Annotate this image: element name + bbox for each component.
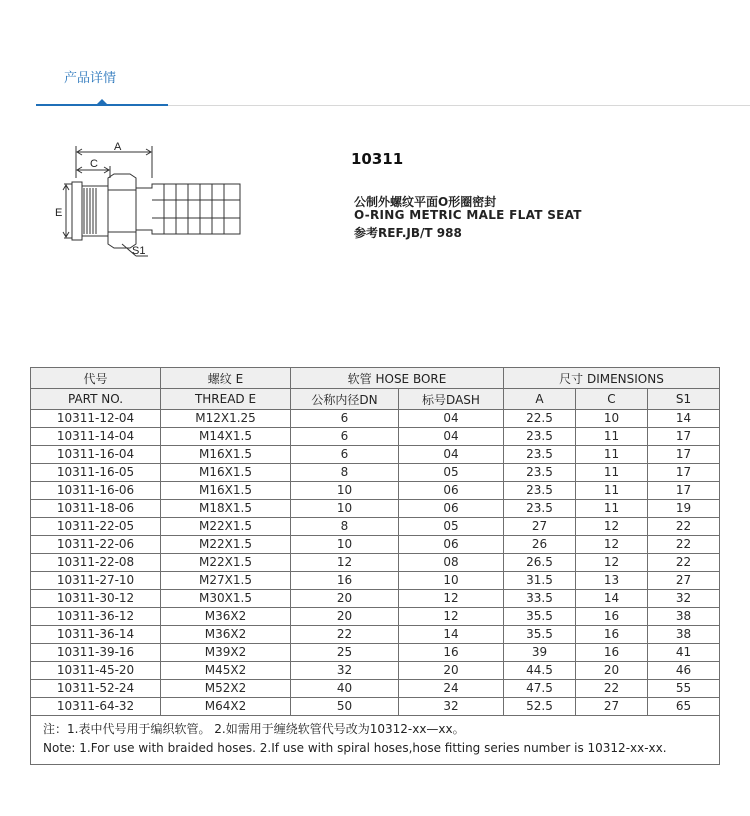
cell-dash: 24 xyxy=(399,680,504,698)
cell-c: 16 xyxy=(576,626,648,644)
cell-s1: 17 xyxy=(648,482,720,500)
cell-a: 23.5 xyxy=(504,500,576,518)
cell-c: 11 xyxy=(576,500,648,518)
cell-dn: 6 xyxy=(291,428,399,446)
cell-dash: 20 xyxy=(399,662,504,680)
cell-dn: 8 xyxy=(291,518,399,536)
cell-part-no: 10311-45-20 xyxy=(31,662,161,680)
header-dash: 标号DASH xyxy=(399,389,504,410)
note-cn: 注：1.表中代号用于编织软管。 2.如需用于缠绕软管代号改为10312-xx—xx。 xyxy=(43,722,465,736)
table-row xyxy=(31,644,720,662)
cell-dn: 8 xyxy=(291,464,399,482)
product-reference: 参考REF.JB/T 988 xyxy=(354,226,462,240)
cell-dn: 12 xyxy=(291,554,399,572)
cell-c: 22 xyxy=(576,680,648,698)
cell-thread: M22X1.5 xyxy=(161,536,291,554)
product-code: 10311 xyxy=(351,150,404,168)
cell-c: 11 xyxy=(576,428,648,446)
cell-part-no: 10311-16-06 xyxy=(31,482,161,500)
cell-dash: 08 xyxy=(399,554,504,572)
cell-dash: 10 xyxy=(399,572,504,590)
table-row xyxy=(31,662,720,680)
cell-dash: 16 xyxy=(399,644,504,662)
cell-thread: M39X2 xyxy=(161,644,291,662)
cell-dash: 12 xyxy=(399,590,504,608)
cell-s1: 46 xyxy=(648,662,720,680)
table-body xyxy=(31,410,720,716)
cell-a: 39 xyxy=(504,644,576,662)
cell-part-no: 10311-39-16 xyxy=(31,644,161,662)
cell-part-no: 10311-27-10 xyxy=(31,572,161,590)
dim-s1-label: S1 xyxy=(132,245,146,257)
cell-a: 47.5 xyxy=(504,680,576,698)
cell-c: 11 xyxy=(576,464,648,482)
header-dn: 公称内径DN xyxy=(291,389,399,410)
cell-dash: 06 xyxy=(399,482,504,500)
tab-indicator-arrow xyxy=(97,99,107,104)
cell-a: 23.5 xyxy=(504,428,576,446)
cell-part-no: 10311-12-04 xyxy=(31,410,161,428)
cell-dash: 05 xyxy=(399,518,504,536)
cell-thread: M16X1.5 xyxy=(161,446,291,464)
cell-dn: 50 xyxy=(291,698,399,716)
tab-active-underline xyxy=(36,104,168,106)
cell-dash: 32 xyxy=(399,698,504,716)
table-row xyxy=(31,554,720,572)
cell-c: 12 xyxy=(576,518,648,536)
header-dimensions: 尺寸 DIMENSIONS xyxy=(504,368,720,389)
section-divider xyxy=(168,105,750,106)
cell-part-no: 10311-16-05 xyxy=(31,464,161,482)
table-row xyxy=(31,680,720,698)
cell-thread: M18X1.5 xyxy=(161,500,291,518)
cell-a: 44.5 xyxy=(504,662,576,680)
cell-dn: 10 xyxy=(291,536,399,554)
cell-c: 10 xyxy=(576,410,648,428)
cell-dash: 06 xyxy=(399,536,504,554)
cell-c: 27 xyxy=(576,698,648,716)
cell-s1: 17 xyxy=(648,446,720,464)
cell-a: 35.5 xyxy=(504,626,576,644)
cell-s1: 65 xyxy=(648,698,720,716)
cell-dn: 20 xyxy=(291,608,399,626)
cell-c: 12 xyxy=(576,536,648,554)
header-s1: S1 xyxy=(648,389,720,410)
cell-dash: 04 xyxy=(399,428,504,446)
cell-c: 11 xyxy=(576,446,648,464)
header-a: A xyxy=(504,389,576,410)
cell-s1: 38 xyxy=(648,608,720,626)
table-row xyxy=(31,626,720,644)
cell-dash: 04 xyxy=(399,446,504,464)
cell-a: 27 xyxy=(504,518,576,536)
cell-a: 52.5 xyxy=(504,698,576,716)
cell-dash: 06 xyxy=(399,500,504,518)
header-hose-bore: 软管 HOSE BORE xyxy=(291,368,504,389)
cell-thread: M22X1.5 xyxy=(161,554,291,572)
cell-s1: 32 xyxy=(648,590,720,608)
cell-s1: 38 xyxy=(648,626,720,644)
cell-dn: 25 xyxy=(291,644,399,662)
note-en: Note: 1.For use with braided hoses. 2.If use with spiral hoses,hose fitting series number is 10312-xx-xx. xyxy=(43,741,667,755)
cell-thread: M36X2 xyxy=(161,608,291,626)
product-name-en: O-RING METRIC MALE FLAT SEAT xyxy=(354,208,582,222)
cell-part-no: 10311-18-06 xyxy=(31,500,161,518)
cell-dn: 16 xyxy=(291,572,399,590)
table-notes xyxy=(31,716,720,765)
header-thread-en: THREAD E xyxy=(161,389,291,410)
cell-thread: M45X2 xyxy=(161,662,291,680)
table-row xyxy=(31,410,720,428)
cell-c: 13 xyxy=(576,572,648,590)
cell-c: 16 xyxy=(576,608,648,626)
cell-dn: 10 xyxy=(291,500,399,518)
cell-dn: 40 xyxy=(291,680,399,698)
product-name-cn: 公制外螺纹平面O形圈密封 xyxy=(354,195,497,209)
header-c: C xyxy=(576,389,648,410)
cell-part-no: 10311-36-12 xyxy=(31,608,161,626)
cell-part-no: 10311-30-12 xyxy=(31,590,161,608)
table-row xyxy=(31,590,720,608)
cell-a: 31.5 xyxy=(504,572,576,590)
tab-label[interactable]: 产品详情 xyxy=(64,71,117,86)
cell-thread: M16X1.5 xyxy=(161,482,291,500)
cell-part-no: 10311-36-14 xyxy=(31,626,161,644)
specification-table xyxy=(30,367,720,765)
cell-dn: 10 xyxy=(291,482,399,500)
cell-c: 20 xyxy=(576,662,648,680)
cell-dash: 05 xyxy=(399,464,504,482)
cell-thread: M22X1.5 xyxy=(161,518,291,536)
cell-part-no: 10311-64-32 xyxy=(31,698,161,716)
cell-s1: 17 xyxy=(648,428,720,446)
cell-thread: M12X1.25 xyxy=(161,410,291,428)
cell-a: 26.5 xyxy=(504,554,576,572)
dim-c-label: C xyxy=(90,158,98,170)
cell-thread: M27X1.5 xyxy=(161,572,291,590)
cell-a: 35.5 xyxy=(504,608,576,626)
cell-part-no: 10311-16-04 xyxy=(31,446,161,464)
dim-a-label: A xyxy=(114,141,122,153)
cell-thread: M16X1.5 xyxy=(161,464,291,482)
cell-c: 14 xyxy=(576,590,648,608)
table-row xyxy=(31,428,720,446)
dim-e-label: E xyxy=(55,207,63,219)
cell-a: 26 xyxy=(504,536,576,554)
cell-s1: 19 xyxy=(648,500,720,518)
cell-part-no: 10311-22-06 xyxy=(31,536,161,554)
cell-a: 23.5 xyxy=(504,482,576,500)
cell-part-no: 10311-14-04 xyxy=(31,428,161,446)
cell-part-no: 10311-52-24 xyxy=(31,680,161,698)
cell-s1: 22 xyxy=(648,518,720,536)
cell-dash: 04 xyxy=(399,410,504,428)
cell-s1: 22 xyxy=(648,554,720,572)
cell-s1: 27 xyxy=(648,572,720,590)
table-row xyxy=(31,464,720,482)
cell-a: 22.5 xyxy=(504,410,576,428)
cell-s1: 55 xyxy=(648,680,720,698)
table-row xyxy=(31,446,720,464)
table-row xyxy=(31,608,720,626)
cell-s1: 22 xyxy=(648,536,720,554)
cell-dn: 6 xyxy=(291,410,399,428)
cell-s1: 17 xyxy=(648,464,720,482)
cell-a: 23.5 xyxy=(504,464,576,482)
cell-thread: M30X1.5 xyxy=(161,590,291,608)
table-row xyxy=(31,698,720,716)
cell-thread: M14X1.5 xyxy=(161,428,291,446)
header-thread-cn: 螺纹 E xyxy=(161,368,291,389)
fitting-diagram xyxy=(52,138,252,266)
cell-s1: 14 xyxy=(648,410,720,428)
cell-s1: 41 xyxy=(648,644,720,662)
cell-dn: 32 xyxy=(291,662,399,680)
cell-part-no: 10311-22-08 xyxy=(31,554,161,572)
table-row xyxy=(31,482,720,500)
cell-a: 33.5 xyxy=(504,590,576,608)
cell-thread: M64X2 xyxy=(161,698,291,716)
cell-dn: 6 xyxy=(291,446,399,464)
cell-dash: 14 xyxy=(399,626,504,644)
cell-thread: M52X2 xyxy=(161,680,291,698)
cell-c: 12 xyxy=(576,554,648,572)
cell-thread: M36X2 xyxy=(161,626,291,644)
table-row xyxy=(31,536,720,554)
cell-dn: 20 xyxy=(291,590,399,608)
cell-part-no: 10311-22-05 xyxy=(31,518,161,536)
cell-c: 16 xyxy=(576,644,648,662)
table-row xyxy=(31,518,720,536)
table-row xyxy=(31,572,720,590)
cell-dn: 22 xyxy=(291,626,399,644)
header-part-en: PART NO. xyxy=(31,389,161,410)
cell-c: 11 xyxy=(576,482,648,500)
cell-a: 23.5 xyxy=(504,446,576,464)
table-row xyxy=(31,500,720,518)
header-part-cn: 代号 xyxy=(31,368,161,389)
cell-dash: 12 xyxy=(399,608,504,626)
